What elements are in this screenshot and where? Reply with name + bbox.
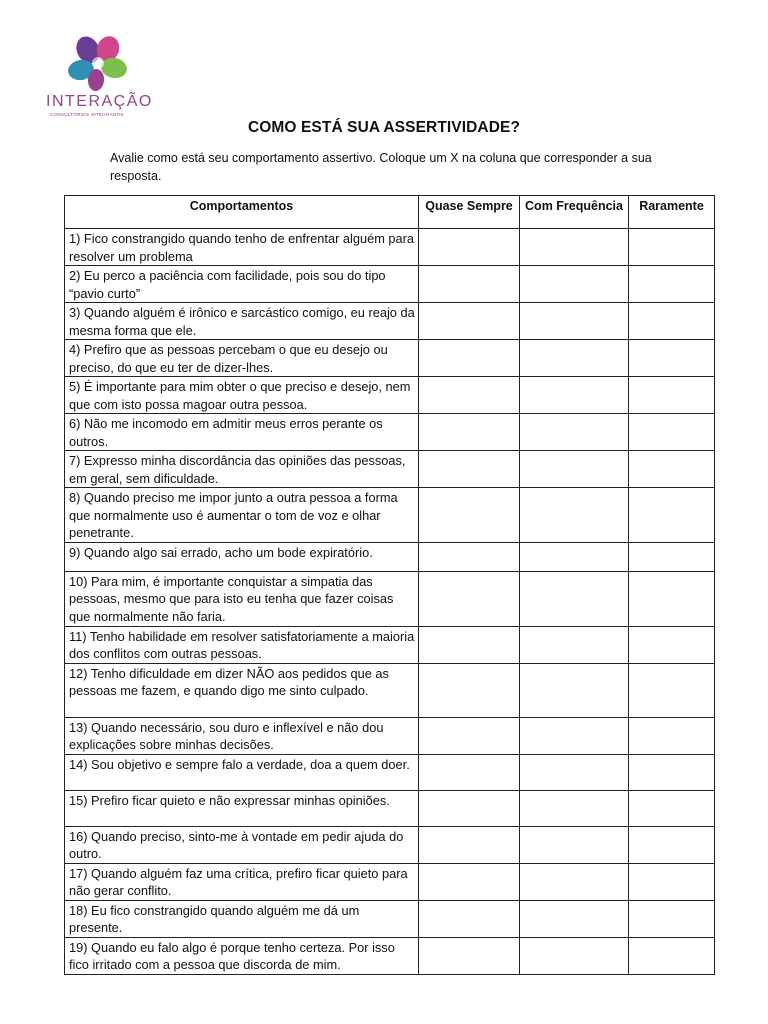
- answer-cell-raramente[interactable]: [629, 826, 715, 863]
- table-row: [65, 790, 715, 826]
- answer-cell-com-frequencia[interactable]: [520, 451, 629, 488]
- table-row: [65, 717, 715, 754]
- answer-cell-com-frequencia[interactable]: [520, 900, 629, 937]
- answer-cell-quase-sempre[interactable]: [419, 229, 520, 266]
- behavior-statement: 3) Quando alguém é irônico e sarcástico comigo, eu reajo da mesma forma que ele.: [65, 303, 419, 340]
- answer-cell-quase-sempre[interactable]: [419, 663, 520, 717]
- answer-cell-raramente[interactable]: [629, 488, 715, 543]
- answer-cell-quase-sempre[interactable]: [419, 266, 520, 303]
- answer-cell-raramente[interactable]: [629, 414, 715, 451]
- answer-cell-com-frequencia[interactable]: [520, 863, 629, 900]
- behavior-statement: 6) Não me incomodo em admitir meus erros perante os outros.: [65, 414, 419, 451]
- answer-cell-com-frequencia[interactable]: [520, 790, 629, 826]
- answer-cell-quase-sempre[interactable]: [419, 900, 520, 937]
- table-row: [65, 488, 715, 543]
- behavior-statement: 13) Quando necessário, sou duro e inflexível e não dou explicações sobre minhas decisões.: [65, 717, 419, 754]
- answer-cell-com-frequencia[interactable]: [520, 754, 629, 790]
- answer-cell-com-frequencia[interactable]: [520, 488, 629, 543]
- answer-cell-com-frequencia[interactable]: [520, 229, 629, 266]
- behavior-statement: 16) Quando preciso, sinto-me à vontade em pedir ajuda do outro.: [65, 826, 419, 863]
- answer-cell-com-frequencia[interactable]: [520, 937, 629, 974]
- answer-cell-raramente[interactable]: [629, 340, 715, 377]
- brand-logo: [44, 34, 160, 124]
- answer-cell-raramente[interactable]: [629, 451, 715, 488]
- answer-cell-raramente[interactable]: [629, 754, 715, 790]
- answer-cell-com-frequencia[interactable]: [520, 266, 629, 303]
- answer-cell-raramente[interactable]: [629, 626, 715, 663]
- answer-cell-quase-sempre[interactable]: [419, 303, 520, 340]
- answer-cell-quase-sempre[interactable]: [419, 488, 520, 543]
- brand-name: INTERAÇÃO: [46, 93, 153, 110]
- answer-cell-com-frequencia[interactable]: [520, 377, 629, 414]
- behavior-statement: 8) Quando preciso me impor junto a outra pessoa a forma que normalmente uso é aumentar o tom de voz e olhar penetrante.: [65, 488, 419, 543]
- table-row: [65, 937, 715, 974]
- answer-cell-com-frequencia[interactable]: [520, 340, 629, 377]
- answer-cell-quase-sempre[interactable]: [419, 790, 520, 826]
- behavior-statement: 10) Para mim, é importante conquistar a simpatia das pessoas, mesmo que para isto eu tenha que fazer coisas que normalmente não faria.: [65, 571, 419, 626]
- behavior-statement: 2) Eu perco a paciência com facilidade, pois sou do tipo “pavio curto”: [65, 266, 419, 303]
- answer-cell-com-frequencia[interactable]: [520, 826, 629, 863]
- header-com-frequencia: Com Frequência: [520, 196, 629, 229]
- answer-cell-quase-sempre[interactable]: [419, 717, 520, 754]
- answer-cell-raramente[interactable]: [629, 663, 715, 717]
- answer-cell-quase-sempre[interactable]: [419, 542, 520, 571]
- answer-cell-quase-sempre[interactable]: [419, 626, 520, 663]
- behavior-statement: 1) Fico constrangido quando tenho de enfrentar alguém para resolver um problema: [65, 229, 419, 266]
- behavior-statement: 12) Tenho dificuldade em dizer NÃO aos pedidos que as pessoas me fazem, e quando digo me sinto culpado.: [65, 663, 419, 717]
- answer-cell-quase-sempre[interactable]: [419, 754, 520, 790]
- behavior-statement: 11) Tenho habilidade em resolver satisfatoriamente a maioria dos conflitos com outras pessoas.: [65, 626, 419, 663]
- answer-cell-quase-sempre[interactable]: [419, 414, 520, 451]
- answer-cell-raramente[interactable]: [629, 937, 715, 974]
- answer-cell-raramente[interactable]: [629, 229, 715, 266]
- answer-cell-com-frequencia[interactable]: [520, 626, 629, 663]
- behavior-statement: 15) Prefiro ficar quieto e não expressar minhas opiniões.: [65, 790, 419, 826]
- table-row: [65, 754, 715, 790]
- answer-cell-raramente[interactable]: [629, 266, 715, 303]
- answer-cell-com-frequencia[interactable]: [520, 414, 629, 451]
- answer-cell-quase-sempre[interactable]: [419, 571, 520, 626]
- answer-cell-quase-sempre[interactable]: [419, 451, 520, 488]
- table-row: [65, 663, 715, 717]
- table-row: [65, 826, 715, 863]
- answer-cell-raramente[interactable]: [629, 542, 715, 571]
- behavior-statement: 5) É importante para mim obter o que preciso e desejo, nem que com isto possa magoar outra pessoa.: [65, 377, 419, 414]
- behavior-statement: 18) Eu fico constrangido quando alguém me dá um presente.: [65, 900, 419, 937]
- table-row: [65, 571, 715, 626]
- answer-cell-com-frequencia[interactable]: [520, 663, 629, 717]
- answer-cell-raramente[interactable]: [629, 377, 715, 414]
- assertiveness-table: [64, 195, 715, 975]
- table-row: [65, 900, 715, 937]
- table-row: [65, 414, 715, 451]
- answer-cell-raramente[interactable]: [629, 717, 715, 754]
- behavior-statement: 14) Sou objetivo e sempre falo a verdade, doa a quem doer.: [65, 754, 419, 790]
- answer-cell-quase-sempre[interactable]: [419, 377, 520, 414]
- behavior-statement: 19) Quando eu falo algo é porque tenho certeza. Por isso fico irritado com a pessoa que discorda de mim.: [65, 937, 419, 974]
- answer-cell-raramente[interactable]: [629, 571, 715, 626]
- table-row: [65, 303, 715, 340]
- answer-cell-raramente[interactable]: [629, 900, 715, 937]
- behavior-statement: 9) Quando algo sai errado, acho um bode expiratório.: [65, 542, 419, 571]
- table-row: [65, 542, 715, 571]
- table-body: [65, 229, 715, 975]
- brand-tagline: CONSULTÓRIOS INTEGRADOS: [50, 112, 124, 117]
- header-comportamentos: Comportamentos: [65, 196, 419, 229]
- answer-cell-raramente[interactable]: [629, 303, 715, 340]
- header-quase-sempre: Quase Sempre: [419, 196, 520, 229]
- header-raramente: Raramente: [629, 196, 715, 229]
- table-row: [65, 266, 715, 303]
- table-row: [65, 229, 715, 266]
- answer-cell-quase-sempre[interactable]: [419, 937, 520, 974]
- answer-cell-com-frequencia[interactable]: [520, 542, 629, 571]
- answer-cell-com-frequencia[interactable]: [520, 571, 629, 626]
- table-row: [65, 863, 715, 900]
- answer-cell-raramente[interactable]: [629, 863, 715, 900]
- answer-cell-quase-sempre[interactable]: [419, 340, 520, 377]
- behavior-statement: 7) Expresso minha discordância das opiniões das pessoas, em geral, sem dificuldade.: [65, 451, 419, 488]
- answer-cell-quase-sempre[interactable]: [419, 863, 520, 900]
- instructions: Avalie como está seu comportamento assertivo. Coloque um X na coluna que corresponder a sua resposta.: [110, 151, 652, 183]
- table-row: [65, 451, 715, 488]
- table-header-row: [65, 196, 715, 229]
- behavior-statement: 17) Quando alguém faz uma crítica, prefiro ficar quieto para não gerar conflito.: [65, 863, 419, 900]
- answer-cell-quase-sempre[interactable]: [419, 826, 520, 863]
- table-row: [65, 626, 715, 663]
- answer-cell-raramente[interactable]: [629, 790, 715, 826]
- page-title: COMO ESTÁ SUA ASSERTIVIDADE?: [247, 119, 521, 136]
- flower-logo-icon: [66, 34, 132, 94]
- behavior-statement: 4) Prefiro que as pessoas percebam o que eu desejo ou preciso, do que eu ter de dizer-lhes.: [65, 340, 419, 377]
- answer-cell-com-frequencia[interactable]: [520, 717, 629, 754]
- table-row: [65, 377, 715, 414]
- table-row: [65, 340, 715, 377]
- answer-cell-com-frequencia[interactable]: [520, 303, 629, 340]
